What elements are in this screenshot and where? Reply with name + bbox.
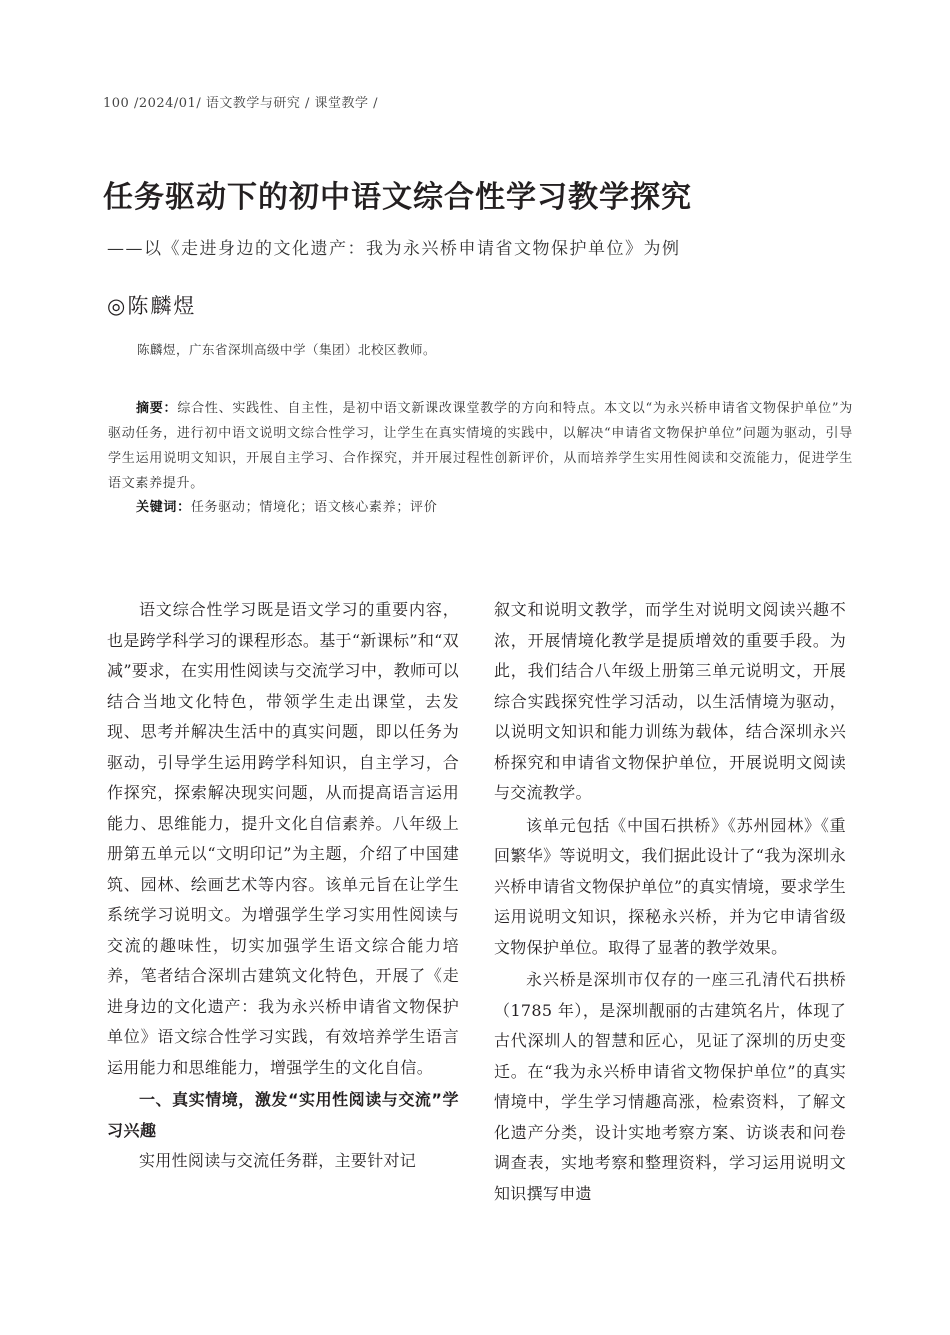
author-name: ◎陈麟煜 <box>107 294 197 318</box>
author-note: 陈麟煜，广东省深圳高级中学（集团）北校区教师。 <box>137 342 437 357</box>
abstract-text: 综合性、实践性、自主性，是初中语文新课改课堂教学的方向和特点。本文以“为永兴桥申请省文物保护单位”为驱动任务，进行初中语文说明文综合性学习，让学生在真实情境的实践中，以解决“申请省文物保护单位”问题为驱动，引导学生运用说明文知识，开展自主学习、合作探究，并开展过程性创新评价，从而培养学生实用性阅读和交流能力，促进学生语文素养提升。 <box>108 401 853 491</box>
running-head: 100 /2024/01/ 语文教学与研究 / 课堂教学 / <box>103 96 379 111</box>
body-paragraph: 永兴桥是深圳市仅存的一座三孔清代石拱桥（1785 年），是深圳靓丽的古建筑名片，体现了古代深圳人的智慧和匠心，见证了深圳的历史变迁。在“我为永兴桥申请省文物保护单位”的真实情境中，学生学习情趣高涨，检索资料，了解文化遗产分类，设计实地考察方案、访谈表和问卷调查表，实地考察和整理资料，学习运用说明文知识撰写申遗 <box>494 970 846 1203</box>
keywords-label: 关键词： <box>136 500 191 515</box>
keywords <box>136 496 836 515</box>
article-subtitle: ——以《走进身边的文化遗产：我为永兴桥申请省文物保护单位》为例 <box>107 239 681 259</box>
body-paragraph: 语文综合性学习既是语文学习的重要内容，也是跨学科学习的课程形态。基于“新课标”和“双减”要求，在实用性阅读与交流学习中，教师可以结合当地文化特色，带领学生走出课堂，去发现、思考并解决生活中的真实问题，即以任务为驱动，引导学生运用跨学科知识，自主学习，合作探究，探索解决现实问题，从而提高语言运用能力、思维能力，提升文化自信素养。八年级上册第五单元以“文明印记”为主题，介绍了中国建筑、园林、绘画艺术等内容。该单元旨在让学生系统学习说明文。为增强学生学习实用性阅读与交流的趣味性，切实加强学生语文综合能力培养，笔者结合深圳古建筑文化特色，开展了《走进身边的文化遗产：我为永兴桥申请省文物保护单位》语文综合性学习实践，有效培养学生语言运用能力和思维能力，增强学生的文化自信。 <box>107 600 459 1077</box>
abstract <box>108 396 853 496</box>
article-title: 任务驱动下的初中语文综合性学习教学探究 <box>103 180 692 215</box>
keywords-text: 任务驱动；情境化；语文核心素养；评价 <box>190 500 438 515</box>
body-column-left <box>107 595 459 1179</box>
section-heading: 一、真实情境，激发“实用性阅读与交流”学习兴趣 <box>107 1090 459 1140</box>
body-column-right <box>494 595 846 1211</box>
body-paragraph: 该单元包括《中国石拱桥》《苏州园林》《重回繁华》等说明文，我们据此设计了“我为深圳永兴桥申请省文物保护单位”的真实情境，要求学生运用说明文知识，探秘永兴桥，并为它申请省级文物保护单位。取得了显著的教学效果。 <box>494 815 846 957</box>
body-paragraph: 叙文和说明文教学，而学生对说明文阅读兴趣不浓，开展情境化教学是提质增效的重要手段。为此，我们结合八年级上册第三单元说明文，开展综合实践探究性学习活动，以生活情境为驱动，以说明文知识和能力训练为载体，结合深圳永兴桥探究和申请省文物保护单位，开展说明文阅读与交流教学。 <box>494 600 846 802</box>
abstract-label: 摘要： <box>136 401 178 416</box>
body-paragraph: 实用性阅读与交流任务群，主要针对记 <box>139 1151 417 1170</box>
